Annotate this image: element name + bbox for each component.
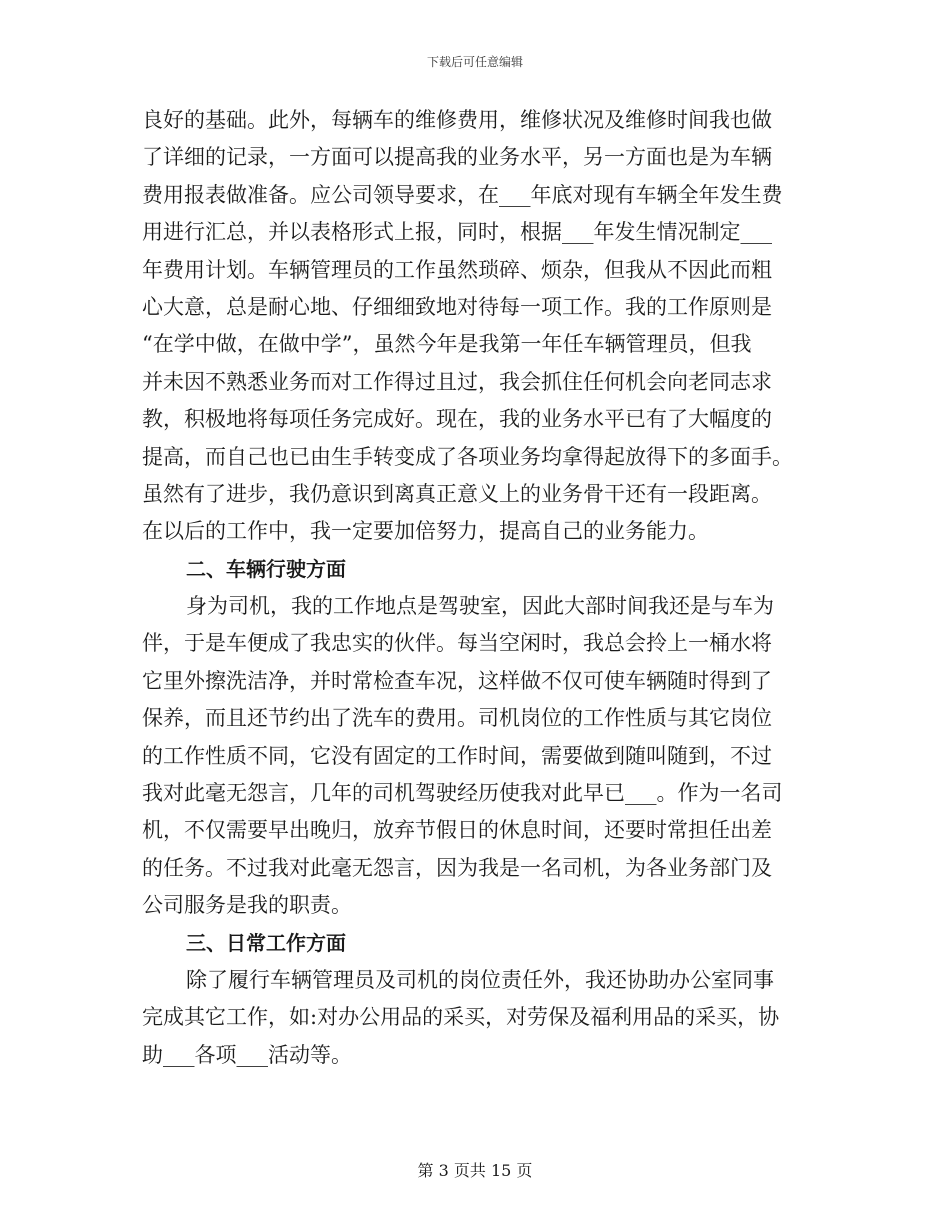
paragraph-line: 良好的基础。此外，每辆车的维修费用，维修状况及维修时间我也做 [142, 108, 772, 132]
paragraph-line: 助___各项___活动等。 [142, 1042, 352, 1067]
paragraph-line: “在学中做，在做中学”，虽然今年是我第一年任车辆管理员，但我 [142, 332, 752, 357]
paragraph-line: 机，不仅需要早出晚归，放弃节假日的休息时间，还要时常担任出差 [142, 818, 772, 843]
paragraph-line: 我对此毫无怨言，几年的司机驾驶经历使我对此早已___。作为一名司 [142, 781, 783, 806]
page-header-note: 下载后可任意编辑 [426, 55, 523, 69]
paragraph-line: 教，积极地将每项任务完成好。现在，我的业务水平已有了大幅度的 [142, 407, 772, 432]
paragraph-line: 保养，而且还节约出了洗车的费用。司机岗位的工作性质与其它岗位 [142, 706, 772, 731]
paragraph-line: 身为司机，我的工作地点是驾驶室，因此大部时间我还是与车为 [186, 594, 774, 619]
paragraph-line: 的工作性质不同，它没有固定的工作时间，需要做到随叫随到，不过 [142, 743, 772, 768]
paragraph-line: 费用报表做准备。应公司领导要求，在___年底对现有车辆全年发生费 [142, 182, 783, 207]
paragraph-line: 完成其它工作，如:对办公用品的采买，对劳保及福利用品的采买，协 [142, 1005, 780, 1030]
paragraph-line: 提高，而自己也已由生手转变成了各项业务均拿得起放得下的多面手。 [142, 444, 793, 469]
section-heading: 二、车辆行驶方面 [186, 556, 346, 581]
paragraph-line: 并未因不熟悉业务而对工作得过且过，我会抓住任何机会向老同志求 [142, 369, 772, 394]
paragraph-line: 年费用计划。车辆管理员的工作虽然琐碎、烦杂，但我从不因此而粗 [142, 257, 772, 282]
paragraph-line: 了详细的记录，一方面可以提高我的业务水平，另一方面也是为车辆 [142, 145, 772, 170]
document-body [142, 102, 808, 1074]
paragraph-line: 在以后的工作中，我一定要加倍努力，提高自己的业务能力。 [142, 519, 709, 544]
paragraph-line: 公司服务是我的职责。 [142, 893, 352, 918]
section-heading: 三、日常工作方面 [186, 930, 346, 955]
paragraph-line: 除了履行车辆管理员及司机的岗位责任外，我还协助办公室同事 [186, 967, 774, 992]
paragraph-line: 的任务。不过我对此毫无怨言，因为我是一名司机，为各业务部门及 [142, 855, 772, 880]
paragraph-line: 伴，于是车便成了我忠实的伙伴。每当空闲时，我总会拎上一桶水将 [142, 631, 772, 656]
paragraph-line: 心大意，总是耐心地、仔细细致地对待每一项工作。我的工作原则是 [142, 294, 772, 319]
paragraph-line: 它里外擦洗洁净，并时常检查车况，这样做不仅可使车辆随时得到了 [142, 668, 772, 693]
page-number: 第 3 页共 15 页 [417, 1161, 533, 1180]
paragraph-line: 虽然有了进步，我仍意识到离真正意义上的业务骨干还有一段距离。 [142, 481, 772, 506]
paragraph-line: 用进行汇总，并以表格形式上报，同时，根据___年发生情况制定___ [142, 220, 772, 245]
